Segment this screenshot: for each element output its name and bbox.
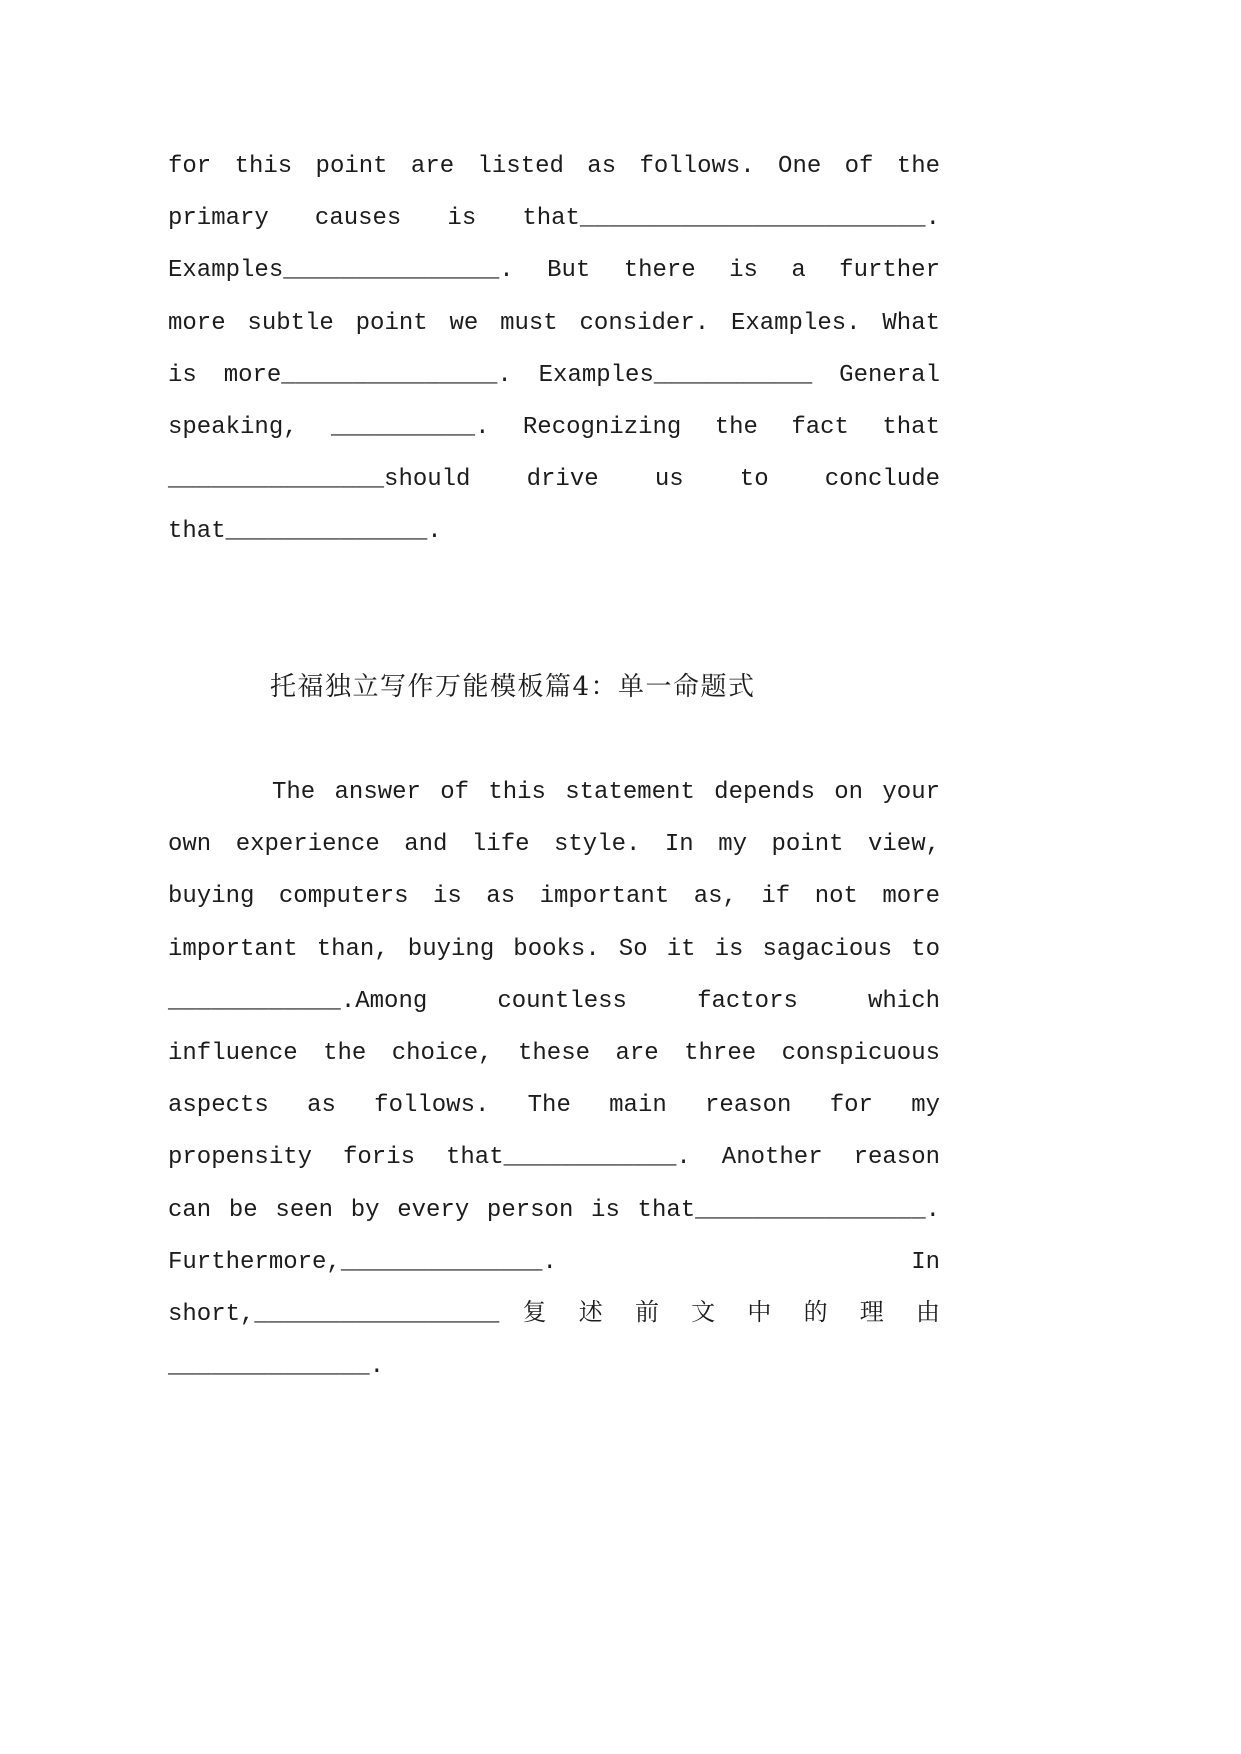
text-line: more subtle point we must consider. Examples. What: [168, 309, 940, 337]
text-line: The answer of this statement depends on your: [272, 779, 940, 806]
paragraph-template: [168, 767, 940, 1393]
text-line: is more_______________. Examples___________ General: [168, 361, 940, 389]
text-line: _______________should drive us to conclude: [168, 466, 940, 494]
text-line: influence the choice, these are three conspicuous: [168, 1039, 940, 1067]
text-line: can be seen by every person is that________________.: [168, 1196, 940, 1224]
text-line: ____________.Among countless factors which: [168, 987, 940, 1015]
text-line: Furthermore,______________. In: [168, 1248, 940, 1276]
text-line: own experience and life style. In my point view,: [168, 831, 940, 859]
text-line: aspects as follows. The main reason for my: [168, 1092, 940, 1120]
text-line: for this point are listed as follows. One of the: [168, 153, 940, 180]
text-line: ______________.: [168, 1353, 385, 1381]
text-line: important than, buying books. So it is sagacious to: [168, 935, 940, 963]
text-line: that______________.: [168, 518, 442, 546]
paragraph-continued: [168, 141, 940, 559]
text-line: Examples_______________. But there is a further: [168, 257, 940, 285]
text-line: speaking, __________. Recognizing the fact that: [168, 413, 940, 441]
text-line: buying computers is as important as, if not more: [168, 883, 940, 911]
text-line: primary causes is that________________________.: [168, 205, 940, 233]
section-heading: 托福独立写作万能模板篇4：单一命题式: [270, 672, 756, 702]
text-line: short,_________________ 复 述 前 文 中 的 理 由: [168, 1300, 940, 1328]
text-line: propensity foris that____________. Another reason: [168, 1144, 940, 1172]
